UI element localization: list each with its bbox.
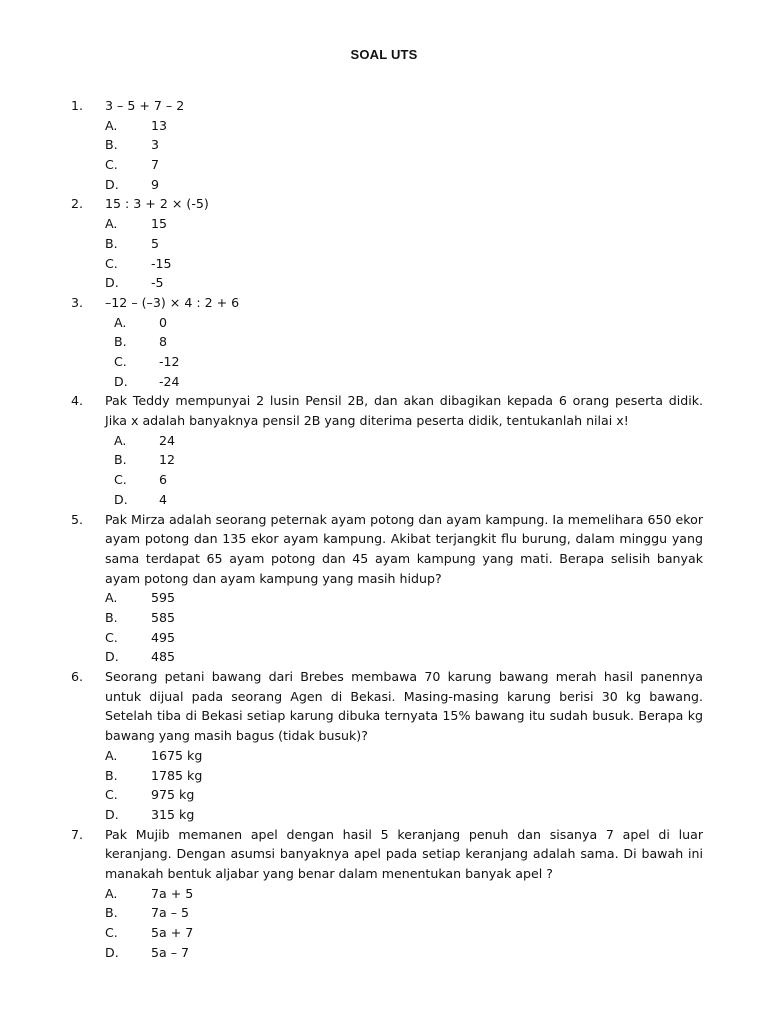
option-value: 5a + 7: [151, 925, 194, 941]
option-letter: D.: [114, 373, 128, 389]
option-letter: D.: [114, 491, 128, 507]
question-body: [105, 194, 703, 292]
option-a: [105, 588, 703, 608]
question-5: [71, 510, 703, 668]
option-d: [105, 805, 703, 825]
question-number: 5.: [71, 511, 84, 527]
option-value: 3: [151, 137, 160, 153]
option-value: 0: [159, 314, 168, 330]
question-4: [71, 391, 703, 509]
question-7: [71, 825, 703, 963]
question-text: –12 – (–3) × 4 : 2 + 6: [105, 294, 240, 310]
option-letter: C.: [114, 353, 127, 369]
option-d: [114, 490, 703, 510]
option-list: [105, 116, 703, 195]
option-b: [105, 135, 703, 155]
option-c: [105, 923, 703, 943]
option-value: 485: [151, 649, 176, 665]
option-letter: A.: [105, 747, 118, 763]
question-body: [105, 96, 703, 194]
option-value: 975 kg: [151, 787, 195, 803]
option-b: [105, 766, 703, 786]
option-c: [114, 470, 703, 490]
option-letter: A.: [105, 590, 118, 606]
option-value: 5a – 7: [151, 944, 190, 960]
option-letter: C.: [114, 472, 127, 488]
option-value: 4: [159, 491, 168, 507]
option-letter: C.: [105, 157, 118, 173]
option-list: [105, 313, 703, 392]
question-body: [105, 391, 703, 509]
question-text: 15 : 3 + 2 × (-5): [105, 196, 209, 212]
question-body: [105, 510, 703, 668]
option-letter: C.: [105, 787, 118, 803]
question-3: [71, 293, 703, 391]
option-list: [105, 431, 703, 510]
option-c: [105, 155, 703, 175]
option-value: 495: [151, 629, 176, 645]
option-c: [105, 254, 703, 274]
option-b: [105, 608, 703, 628]
option-value: 6: [159, 472, 168, 488]
option-value: 1675 kg: [151, 747, 203, 763]
option-a: [105, 214, 703, 234]
option-letter: D.: [105, 944, 119, 960]
option-d: [105, 647, 703, 667]
option-d: [105, 943, 703, 963]
option-list: [105, 588, 703, 667]
option-letter: B.: [105, 610, 118, 626]
option-value: -12: [159, 353, 180, 369]
page-title: SOAL UTS: [350, 47, 418, 62]
option-a: [105, 884, 703, 904]
option-letter: D.: [105, 176, 119, 192]
option-letter: B.: [114, 334, 127, 350]
option-value: 7: [151, 157, 160, 173]
option-letter: B.: [114, 452, 127, 468]
question-text: Seorang petani bawang dari Brebes membawa 70 karung bawang merah hasil panennya untuk dijual pada seorang Agen di Bekasi. Masing-masing karung berisi 30 kg bawang. Setelah tiba di Bekasi setiap karung dibuka ternyata 15% bawang itu sudah busuk. Berapa kg bawang yang masih bagus (tidak busuk)?: [105, 669, 703, 744]
option-value: 24: [159, 432, 176, 448]
question-text: Pak Mujib memanen apel dengan hasil 5 keranjang penuh dan sisanya 7 apel di luar keranjang. Dengan asumsi banyaknya apel pada setiap keranjang adalah sama. Di bawah ini manakah bentuk aljabar yang benar dalam menentukan banyak apel ?: [105, 826, 703, 882]
option-a: [105, 116, 703, 136]
option-d: [114, 372, 703, 392]
option-list: [105, 746, 703, 825]
option-b: [114, 450, 703, 470]
option-b: [105, 234, 703, 254]
option-letter: D.: [105, 649, 119, 665]
option-letter: B.: [105, 905, 118, 921]
option-value: 7a + 5: [151, 885, 194, 901]
question-6: [71, 667, 703, 825]
option-value: 8: [159, 334, 168, 350]
option-value: 15: [151, 216, 168, 232]
option-b: [105, 903, 703, 923]
option-letter: D.: [105, 806, 119, 822]
option-value: 13: [151, 117, 168, 133]
option-letter: D.: [105, 275, 119, 291]
option-letter: A.: [105, 885, 118, 901]
question-1: [71, 96, 703, 194]
option-value: 12: [159, 452, 176, 468]
option-letter: A.: [114, 314, 127, 330]
option-d: [105, 273, 703, 293]
question-text: Pak Mirza adalah seorang peternak ayam potong dan ayam kampung. Ia memelihara 650 ekor ayam potong dan 135 ekor ayam kampung. Akibat terjangkit flu burung, dalam minggu yang sama terdapat 65 ayam potong dan 45 ayam kampung yang mati. Berapa selisih banyak ayam potong dan ayam kampung yang masih hidup?: [105, 511, 703, 586]
question-text: 3 – 5 + 7 – 2: [105, 98, 185, 113]
option-value: -24: [159, 373, 180, 389]
option-value: -15: [151, 255, 172, 271]
option-list: [105, 214, 703, 293]
question-number: 3.: [71, 294, 84, 310]
option-value: 315 kg: [151, 806, 195, 822]
option-value: 1785 kg: [151, 767, 203, 783]
option-c: [114, 352, 703, 372]
option-letter: C.: [105, 255, 118, 271]
question-number: 7.: [71, 826, 84, 842]
question-number: 1.: [71, 98, 84, 113]
question-text: Pak Teddy mempunyai 2 lusin Pensil 2B, dan akan dibagikan kepada 6 orang peserta didik. Jika x adalah banyaknya pensil 2B yang diterima peserta didik, tentukanlah nilai x!: [105, 393, 703, 429]
question-body: [105, 667, 703, 825]
option-letter: B.: [105, 767, 118, 783]
option-letter: A.: [114, 432, 127, 448]
option-value: 9: [151, 176, 160, 192]
option-letter: C.: [105, 629, 118, 645]
option-a: [105, 746, 703, 766]
question-list: [71, 96, 703, 963]
question-number: 4.: [71, 393, 84, 409]
question-body: [105, 825, 703, 963]
option-c: [105, 628, 703, 648]
option-value: 585: [151, 610, 176, 626]
question-2: [71, 194, 703, 292]
option-b: [114, 332, 703, 352]
option-a: [114, 313, 703, 333]
option-value: -5: [151, 275, 164, 291]
option-a: [114, 431, 703, 451]
option-letter: A.: [105, 216, 118, 232]
option-list: [105, 884, 703, 963]
option-letter: A.: [105, 117, 118, 133]
option-c: [105, 785, 703, 805]
option-letter: B.: [105, 137, 118, 153]
option-d: [105, 175, 703, 195]
option-value: 7a – 5: [151, 905, 190, 921]
question-number: 2.: [71, 196, 84, 212]
option-value: 595: [151, 590, 176, 606]
question-number: 6.: [71, 669, 84, 685]
question-body: [105, 293, 703, 391]
option-value: 5: [151, 235, 160, 251]
option-letter: B.: [105, 235, 118, 251]
option-letter: C.: [105, 925, 118, 941]
